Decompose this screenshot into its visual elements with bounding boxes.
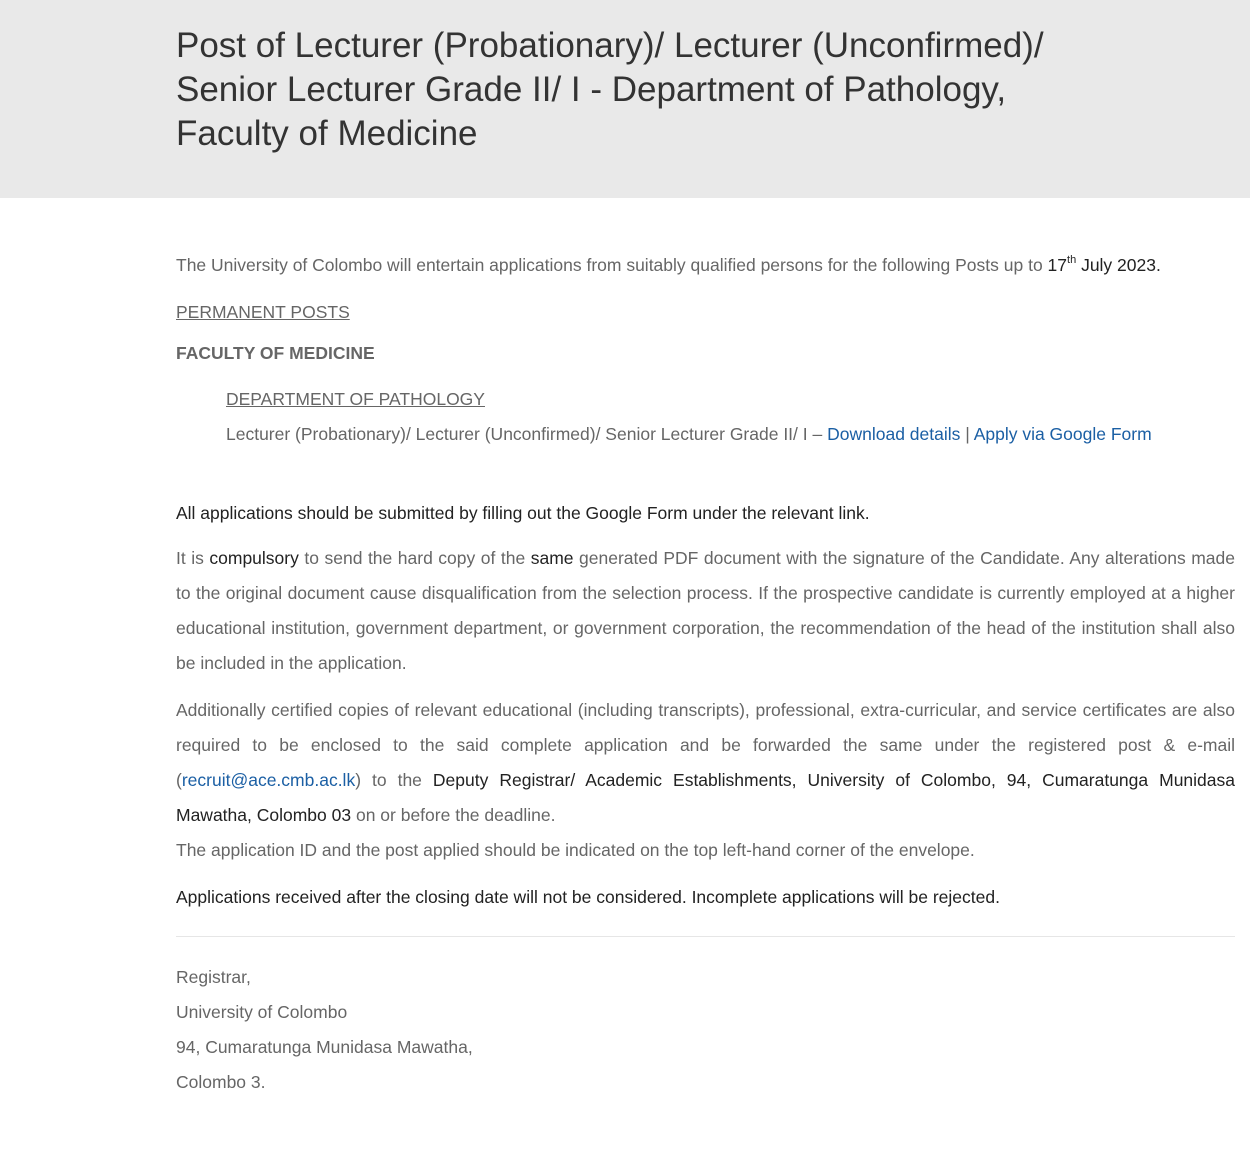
para1-part5: generated PDF document with the signature of the Candidate. Any alterations made to the original document cause disqualification from the selection process. If the prospective candidate is currently employed at a higher educational institution, government department, or government corporation, the recommendation of the head of the institution shall also be included in the application. bbox=[176, 548, 1236, 673]
closing-notice: Applications received after the closing date will not be considered. Incomplete applications will be rejected. bbox=[176, 887, 1000, 907]
para2-part1: Additionally certified copies of relevant educational (including transcripts), professional, extra-curricular, and service certificates are also required to be enclosed to the said complete application and be forwarded the same under the registered post & e-mail ( bbox=[176, 700, 1235, 790]
signature-line3: 94, Cumaratunga Munidasa Mawatha, bbox=[176, 1037, 473, 1057]
deadline-day-suffix: th bbox=[1067, 254, 1077, 267]
page-title-line2: Senior Lecturer Grade II/ I - Department of Pathology, bbox=[176, 70, 1007, 109]
same-word: same bbox=[530, 548, 574, 568]
download-details-link[interactable]: Download details bbox=[827, 424, 961, 444]
para2-part2: ) to the bbox=[355, 770, 433, 790]
submission-instructions: All applications should be submitted by filling out the Google Form under the relevant link. bbox=[176, 503, 870, 523]
deadline-month-year: July 2023. bbox=[1076, 255, 1161, 275]
certificates-paragraph bbox=[176, 693, 1235, 833]
divider bbox=[176, 936, 1235, 937]
para2-part3: on or before the deadline. bbox=[351, 805, 556, 825]
hard-copy-paragraph bbox=[176, 541, 1235, 681]
intro-text bbox=[176, 253, 1161, 277]
para1-part1: It is bbox=[176, 548, 210, 568]
post-listing bbox=[226, 422, 1152, 446]
page-title-line3: Faculty of Medicine bbox=[176, 114, 478, 153]
deadline-date bbox=[1048, 255, 1161, 275]
permanent-posts-heading: PERMANENT POSTS bbox=[176, 302, 350, 322]
page-title bbox=[176, 24, 1096, 156]
post-label: Lecturer (Probationary)/ Lecturer (Unconfirmed)/ Senior Lecturer Grade II/ I – bbox=[226, 424, 828, 444]
intro-sentence: The University of Colombo will entertain applications from suitably qualified persons for the following Posts up to bbox=[176, 255, 1048, 275]
envelope-instructions: The application ID and the post applied should be indicated on the top left-hand corner of the envelope. bbox=[176, 840, 975, 860]
faculty-heading: FACULTY OF MEDICINE bbox=[176, 343, 375, 363]
signature-line4: Colombo 3. bbox=[176, 1072, 266, 1092]
signature-line2: University of Colombo bbox=[176, 1002, 348, 1022]
page-header bbox=[0, 0, 1250, 198]
recruit-email-link[interactable]: recruit@ace.cmb.ac.lk bbox=[181, 770, 356, 790]
department-heading: DEPARTMENT OF PATHOLOGY bbox=[226, 389, 485, 409]
signature-line1: Registrar, bbox=[176, 967, 251, 987]
apply-google-form-link[interactable]: Apply via Google Form bbox=[973, 424, 1152, 444]
compulsory-word: compulsory bbox=[209, 548, 299, 568]
para1-part3: to send the hard copy of the bbox=[298, 548, 531, 568]
link-separator: | bbox=[960, 424, 974, 444]
signature-block bbox=[176, 960, 473, 1100]
page-title-line1: Post of Lecturer (Probationary)/ Lecturer (Unconfirmed)/ bbox=[176, 26, 1044, 65]
deadline-day: 17 bbox=[1047, 255, 1068, 275]
registrar-address: Deputy Registrar/ Academic Establishments, University of Colombo, 94, Cumaratunga Munidasa Mawatha, Colombo 03 bbox=[176, 770, 1235, 825]
